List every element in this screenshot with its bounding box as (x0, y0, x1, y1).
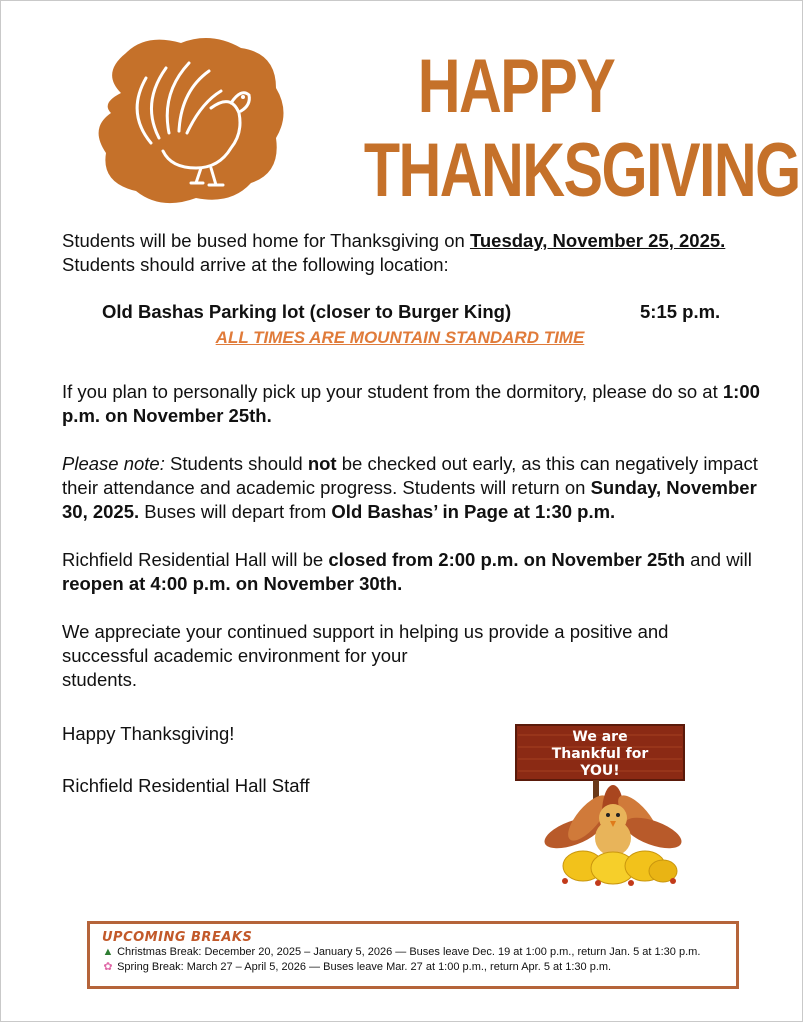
pickup-location-row (62, 300, 762, 326)
return-departure: Old Bashas’ in Page at 1:30 p.m. (331, 501, 616, 522)
appreciation-paragraph (62, 620, 762, 692)
return-date: Sunday, November 30, 2025. (62, 477, 757, 522)
tree-icon: ▲ (102, 946, 114, 958)
hall-text-1: Richfield Residential Hall will be (62, 549, 329, 570)
hall-text-2: and will (685, 549, 752, 570)
appreciation-line-2: successful academic environment for your (62, 645, 408, 666)
note-text-2: be checked out early, as this can negatively impact their attendance and academic progress. Students will return on (62, 453, 758, 498)
break-item-text: Spring Break: March 27 – April 5, 2026 — Buses leave Mar. 27 at 1:00 p.m., return Apr. 5 at 1:30 p.m. (117, 961, 612, 973)
pickup-time: 5:15 p.m. (640, 301, 721, 322)
break-item (102, 945, 724, 960)
closing-greeting: Happy Thanksgiving! (62, 723, 235, 744)
intro-location-text: Students should arrive at the following location: (62, 254, 449, 275)
turkey-logo-icon (91, 33, 291, 208)
flower-icon: ✿ (103, 961, 113, 973)
note-label: Please note: (62, 453, 165, 474)
sign-line-1: We are (572, 729, 628, 745)
departure-date: Tuesday, November 25, 2025. (469, 230, 726, 251)
page-title (363, 44, 800, 213)
hall-reopen: reopen at 4:00 p.m. on November 30th. (62, 573, 403, 594)
break-item-text: Christmas Break: December 20, 2025 – January 5, 2026 — Buses leave Dec. 19 at 1:00 p.m., return Jan. 5 at 1:30 p.m. (117, 946, 701, 958)
note-paragraph (62, 452, 762, 524)
intro-text: Students will be bused home for Thanksgiving on (62, 230, 470, 251)
timezone-note: ALL TIMES ARE MOUNTAIN STANDARD TIME (215, 328, 585, 347)
note-text-3: Buses will depart from (139, 501, 332, 522)
personal-pickup-text: If you plan to personally pick up your student from the dormitory, please do so at (62, 381, 723, 402)
personal-pickup-paragraph (62, 380, 762, 428)
hall-closed: closed from 2:00 p.m. on November 25th (328, 549, 686, 570)
personal-pickup-time: 1:00 p.m. on November 25th. (62, 381, 760, 426)
upcoming-breaks-title: UPCOMING BREAKS (102, 930, 253, 945)
intro-paragraph (62, 229, 762, 277)
sign-line-3: YOU! (580, 763, 620, 779)
appreciation-line-3: students. (62, 669, 138, 690)
note-text-1: Students should (164, 453, 308, 474)
upcoming-breaks-box (87, 921, 739, 989)
signature: Richfield Residential Hall Staff (62, 775, 310, 796)
note-not: not (307, 453, 337, 474)
title-line-happy: HAPPY (417, 44, 615, 129)
title-line-thanksgiving: THANKSGIVING (363, 128, 800, 213)
letter-body (62, 229, 762, 798)
appreciation-line-1: We appreciate your continued support in helping us provide a positive and (62, 621, 669, 642)
pickup-location: Old Bashas Parking lot (closer to Burger King) (102, 301, 512, 322)
sign-line-2: Thankful for (551, 746, 649, 762)
thankful-turkey-image (513, 723, 698, 888)
break-item (102, 960, 724, 975)
hall-closure-paragraph (62, 548, 762, 596)
